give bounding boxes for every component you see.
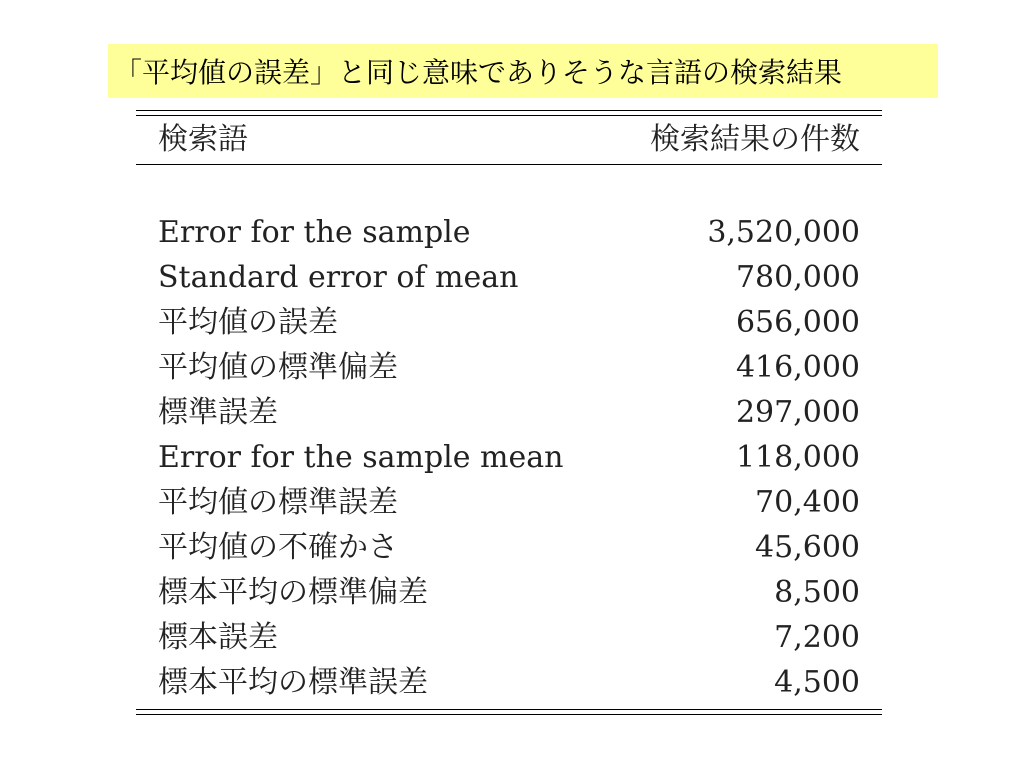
row-term: Standard error of mean: [158, 260, 519, 295]
row-count: 780,000: [735, 260, 860, 295]
table-row: [136, 300, 882, 345]
table-row: [136, 480, 882, 525]
row-count: 118,000: [735, 440, 860, 475]
row-count: 656,000: [735, 305, 860, 340]
row-count: 3,520,000: [707, 215, 860, 250]
table-row: [136, 435, 882, 480]
header-search-term: 検索語: [158, 122, 248, 157]
row-term: 平均値の誤差: [158, 305, 338, 340]
header-result-count: 検索結果の件数: [650, 122, 860, 157]
table-row: [136, 615, 882, 660]
row-term: 平均値の標準偏差: [158, 350, 398, 385]
slide-title: 「平均値の誤差」と同じ意味でありそうな言語の検索結果: [114, 56, 843, 89]
table-row: [136, 210, 882, 255]
row-count: 4,500: [774, 665, 860, 700]
row-term: 平均値の標準誤差: [158, 485, 398, 520]
row-count: 297,000: [735, 395, 860, 430]
row-term: 標準誤差: [158, 395, 278, 430]
row-term: Error for the sample: [158, 215, 471, 250]
row-term: 標本平均の標準偏差: [158, 575, 428, 610]
row-term: 標本誤差: [158, 620, 278, 655]
row-term: 平均値の不確かさ: [158, 530, 398, 565]
row-count: 8,500: [774, 575, 860, 610]
table-row: [136, 525, 882, 570]
title-box: [108, 44, 938, 98]
row-count: 70,400: [755, 485, 860, 520]
table-header-row: [136, 116, 882, 164]
table-row: [136, 345, 882, 390]
results-table-container: [136, 110, 882, 715]
results-table: [136, 116, 882, 164]
table-bottom-rule: [136, 709, 882, 715]
table-row: [136, 660, 882, 705]
row-count: 7,200: [774, 620, 860, 655]
row-count: 45,600: [755, 530, 860, 565]
row-term: 標本平均の標準誤差: [158, 665, 428, 700]
table-row: [136, 570, 882, 615]
table-row: [136, 390, 882, 435]
results-table-body: [136, 165, 882, 705]
row-term: Error for the sample mean: [158, 440, 564, 475]
row-count: 416,000: [735, 350, 860, 385]
table-row: [136, 255, 882, 300]
